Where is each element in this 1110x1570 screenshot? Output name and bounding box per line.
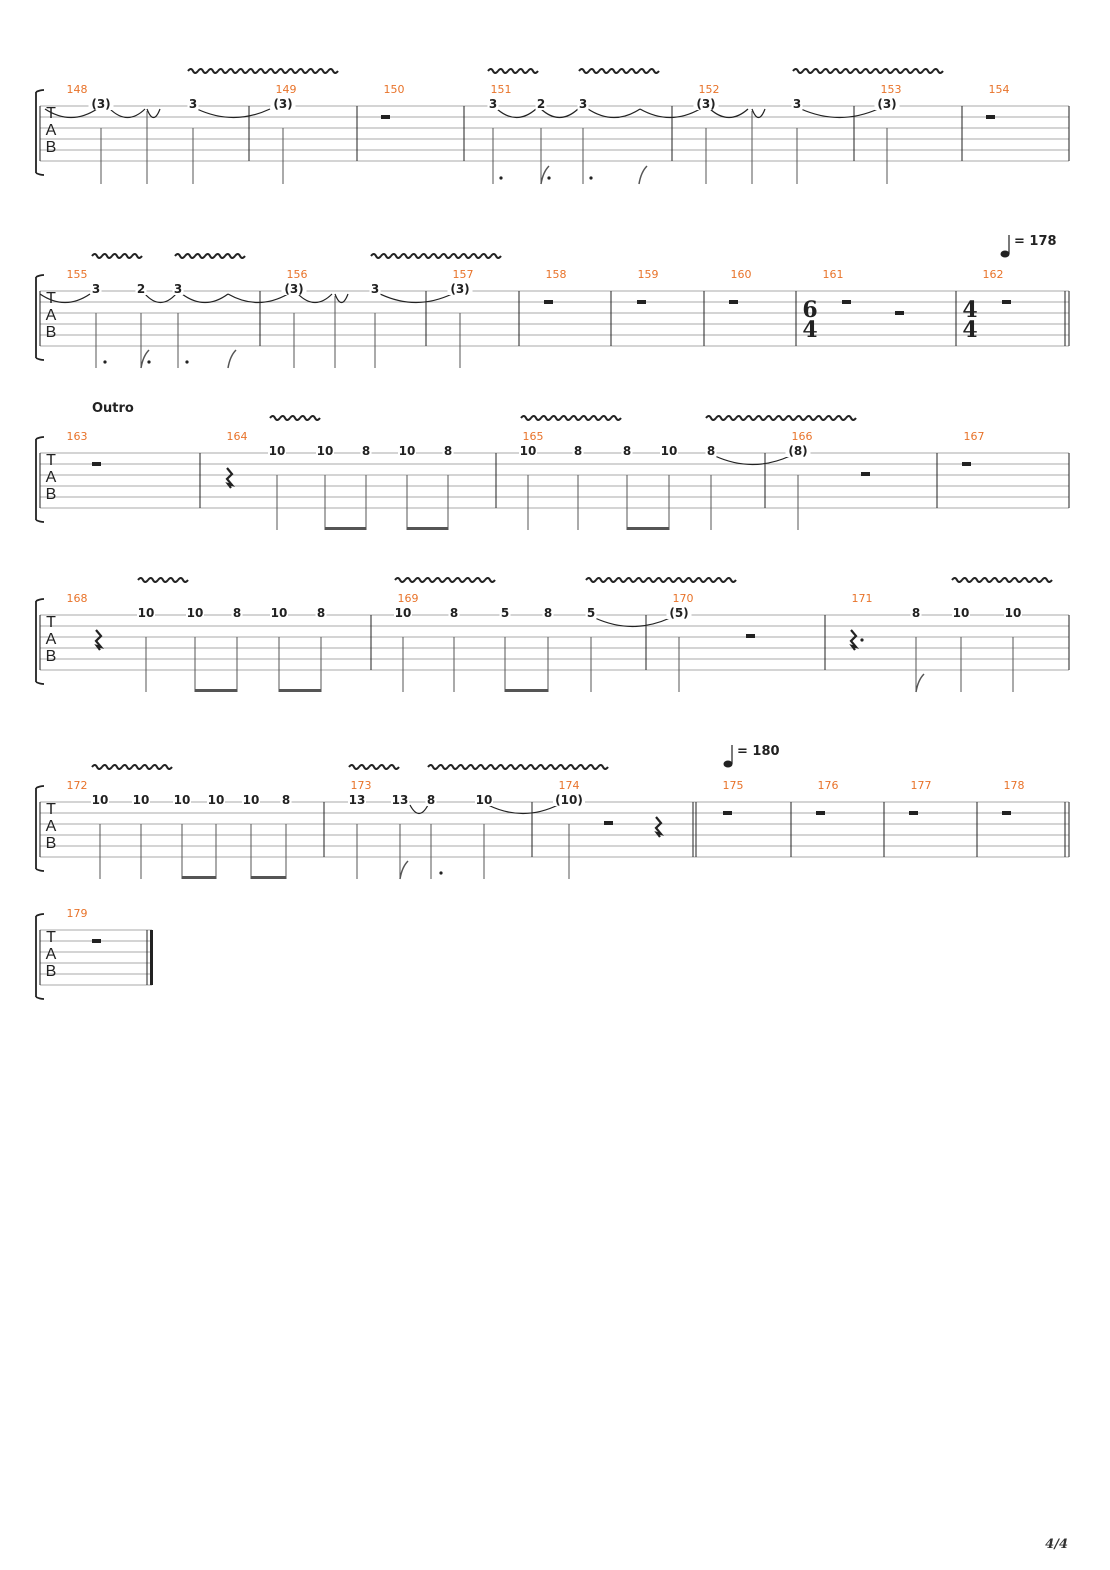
measure-number: 165 <box>522 430 544 443</box>
note-beam <box>505 689 548 692</box>
fret-number: 10 <box>137 606 155 620</box>
time-signature-top: 6 <box>802 297 818 323</box>
fret-number: 8 <box>426 793 436 807</box>
tie-arc <box>588 109 640 118</box>
vibrato-line <box>371 254 501 258</box>
fret-number: 8 <box>449 606 459 620</box>
measure-number: 151 <box>490 83 512 96</box>
tempo-marking: = 180 <box>737 744 780 759</box>
quarter-note-icon <box>724 761 733 768</box>
fret-number: 8 <box>281 793 291 807</box>
tie-arc <box>335 294 348 303</box>
fret-number: 10 <box>270 606 288 620</box>
tie-arc <box>541 109 578 118</box>
tie-arc <box>110 109 145 118</box>
quarter-rest <box>656 817 661 837</box>
measure-number: 174 <box>558 779 580 792</box>
measure-number: 179 <box>66 907 88 920</box>
tab-clef-letter: B <box>45 835 57 852</box>
measure-number: 163 <box>66 430 88 443</box>
tab-clef-letter: A <box>45 818 57 835</box>
measure-number: 150 <box>383 83 405 96</box>
tab-clef-letter: B <box>45 324 57 341</box>
tie-arc <box>380 294 452 303</box>
vibrato-line <box>138 578 188 582</box>
fret-number: 2 <box>536 97 546 111</box>
vibrato-line <box>92 254 142 258</box>
fret-number: 10 <box>268 444 286 458</box>
measure-number: 156 <box>286 268 308 281</box>
page-number: 4/4 <box>1045 1537 1068 1552</box>
tab-clef-letter: T <box>46 929 56 946</box>
note-beam <box>195 689 237 692</box>
vibrato-line <box>579 69 659 73</box>
half-rest <box>723 811 732 815</box>
half-rest <box>92 462 101 466</box>
half-rest <box>816 811 825 815</box>
fret-number: 10 <box>91 793 109 807</box>
note-beam <box>279 689 321 692</box>
tab-clef-letter: B <box>45 486 57 503</box>
fret-number: 10 <box>207 793 225 807</box>
measure-number: 148 <box>66 83 88 96</box>
fret-number: (10) <box>555 793 583 807</box>
tab-clef-letter: A <box>45 307 57 324</box>
tab-clef-letter: T <box>46 452 56 469</box>
note-flag <box>228 350 236 368</box>
note-beam <box>251 876 286 879</box>
fret-number: 10 <box>316 444 334 458</box>
measure-number: 168 <box>66 592 88 605</box>
fret-number: 10 <box>186 606 204 620</box>
measure-number: 161 <box>822 268 844 281</box>
tie-arc <box>497 109 536 118</box>
note-beam <box>325 527 366 530</box>
measure-number: 152 <box>698 83 720 96</box>
fret-number: (3) <box>450 282 470 296</box>
fret-number: 8 <box>443 444 453 458</box>
fret-number: 10 <box>398 444 416 458</box>
section-label: Outro <box>92 401 134 416</box>
tab-clef-letter: T <box>46 105 56 122</box>
fret-number: 2 <box>136 282 146 296</box>
rhythm-dot <box>860 638 863 641</box>
measure-number: 153 <box>880 83 902 96</box>
note-flag <box>916 674 924 692</box>
tab-clef-letter: A <box>45 469 57 486</box>
fret-number: 10 <box>1004 606 1022 620</box>
measure-number: 176 <box>817 779 839 792</box>
fret-number: (8) <box>788 444 808 458</box>
measure-number: 164 <box>226 430 248 443</box>
fret-number: 3 <box>188 97 198 111</box>
fret-number: 10 <box>242 793 260 807</box>
measure-number: 149 <box>275 83 297 96</box>
fret-number: 8 <box>573 444 583 458</box>
rhythm-dot <box>547 176 550 179</box>
quarter-rest <box>227 468 232 488</box>
fret-number: 8 <box>622 444 632 458</box>
measure-number: 154 <box>988 83 1010 96</box>
vibrato-line <box>521 416 621 420</box>
half-rest <box>544 300 553 304</box>
measure-number: 167 <box>963 430 985 443</box>
half-rest <box>861 472 870 476</box>
measure-number: 175 <box>722 779 744 792</box>
measure-number: 169 <box>397 592 419 605</box>
tie-arc <box>595 618 670 627</box>
tie-arc <box>197 109 270 118</box>
note-beam <box>182 876 216 879</box>
tie-arc <box>710 109 748 118</box>
half-rest <box>842 300 851 304</box>
rhythm-dot <box>499 176 502 179</box>
tie-arc <box>410 805 428 814</box>
rhythm-dot <box>185 360 188 363</box>
half-rest <box>895 311 904 315</box>
time-signature-bottom: 4 <box>802 317 818 343</box>
fret-number: 8 <box>543 606 553 620</box>
fret-number: 10 <box>660 444 678 458</box>
fret-number: 5 <box>500 606 510 620</box>
measure-number: 172 <box>66 779 88 792</box>
half-rest <box>962 462 971 466</box>
tab-clef-letter: T <box>46 614 56 631</box>
vibrato-line <box>706 416 856 420</box>
tie-arc <box>488 805 558 814</box>
half-rest <box>986 115 995 119</box>
tie-arc <box>147 109 160 118</box>
fret-number: 13 <box>348 793 366 807</box>
tie-arc <box>145 294 176 303</box>
note-beam <box>627 527 669 530</box>
tab-clef-letter: B <box>45 963 57 980</box>
tab-clef-letter: B <box>45 139 57 156</box>
half-rest <box>1002 300 1011 304</box>
measure-number: 162 <box>982 268 1004 281</box>
tab-clef-letter: A <box>45 946 57 963</box>
tie-arc <box>752 109 765 118</box>
vibrato-line <box>270 416 320 420</box>
measure-number: 158 <box>545 268 567 281</box>
vibrato-line <box>349 765 399 769</box>
tab-clef-letter: A <box>45 631 57 648</box>
tie-arc <box>228 294 288 303</box>
fret-number: 3 <box>370 282 380 296</box>
vibrato-line <box>586 578 736 582</box>
time-signature-top: 4 <box>962 297 978 323</box>
fret-number: (3) <box>877 97 897 111</box>
measure-number: 178 <box>1003 779 1025 792</box>
fret-number: 5 <box>586 606 596 620</box>
fret-number: 8 <box>316 606 326 620</box>
vibrato-line <box>793 69 943 73</box>
half-rest <box>729 300 738 304</box>
measure-number: 157 <box>452 268 474 281</box>
measure-number: 173 <box>350 779 372 792</box>
fret-number: (3) <box>273 97 293 111</box>
measure-number: 177 <box>910 779 932 792</box>
fret-number: (3) <box>284 282 304 296</box>
tab-clef-letter: T <box>46 290 56 307</box>
measure-number: 170 <box>672 592 694 605</box>
fret-number: 10 <box>475 793 493 807</box>
tab-clef-letter: B <box>45 648 57 665</box>
time-signature-bottom: 4 <box>962 317 978 343</box>
tie-arc <box>801 109 878 118</box>
tie-arc <box>182 294 228 303</box>
half-rest <box>604 821 613 825</box>
vibrato-line <box>188 69 338 73</box>
rhythm-dot <box>589 176 592 179</box>
half-rest <box>909 811 918 815</box>
final-barline-thick <box>150 930 153 985</box>
measure-number: 159 <box>637 268 659 281</box>
rhythm-dot <box>103 360 106 363</box>
fret-number: 3 <box>792 97 802 111</box>
fret-number: 3 <box>578 97 588 111</box>
half-rest <box>746 634 755 638</box>
note-beam <box>407 527 448 530</box>
note-flag <box>541 166 549 184</box>
fret-number: 10 <box>519 444 537 458</box>
half-rest <box>92 939 101 943</box>
fret-number: 3 <box>173 282 183 296</box>
vibrato-line <box>428 765 608 769</box>
quarter-note-icon <box>1001 251 1010 258</box>
fret-number: 8 <box>911 606 921 620</box>
tab-clef-letter: A <box>45 122 57 139</box>
tie-arc <box>715 456 790 465</box>
note-flag <box>141 350 149 368</box>
quarter-rest <box>96 630 101 650</box>
fret-number: 10 <box>394 606 412 620</box>
measure-number: 171 <box>851 592 873 605</box>
fret-number: 13 <box>391 793 409 807</box>
measure-number: 155 <box>66 268 88 281</box>
note-flag <box>400 861 408 879</box>
half-rest <box>381 115 390 119</box>
rhythm-dot <box>147 360 150 363</box>
vibrato-line <box>488 69 538 73</box>
measure-number: 160 <box>730 268 752 281</box>
vibrato-line <box>395 578 495 582</box>
fret-number: (3) <box>91 97 111 111</box>
note-flag <box>639 166 647 184</box>
fret-number: (3) <box>696 97 716 111</box>
tab-clef-letter: T <box>46 801 56 818</box>
fret-number: 3 <box>91 282 101 296</box>
fret-number: 3 <box>488 97 498 111</box>
fret-number: 8 <box>232 606 242 620</box>
vibrato-line <box>175 254 245 258</box>
fret-number: 10 <box>132 793 150 807</box>
fret-number: (5) <box>669 606 689 620</box>
fret-number: 8 <box>361 444 371 458</box>
tie-arc <box>640 109 700 118</box>
fret-number: 8 <box>706 444 716 458</box>
fret-number: 10 <box>173 793 191 807</box>
quarter-rest <box>851 630 856 650</box>
vibrato-line <box>92 765 172 769</box>
measure-number: 166 <box>791 430 813 443</box>
tempo-marking: = 178 <box>1014 234 1057 249</box>
fret-number: 10 <box>952 606 970 620</box>
half-rest <box>637 300 646 304</box>
rhythm-dot <box>439 871 442 874</box>
half-rest <box>1002 811 1011 815</box>
vibrato-line <box>952 578 1052 582</box>
